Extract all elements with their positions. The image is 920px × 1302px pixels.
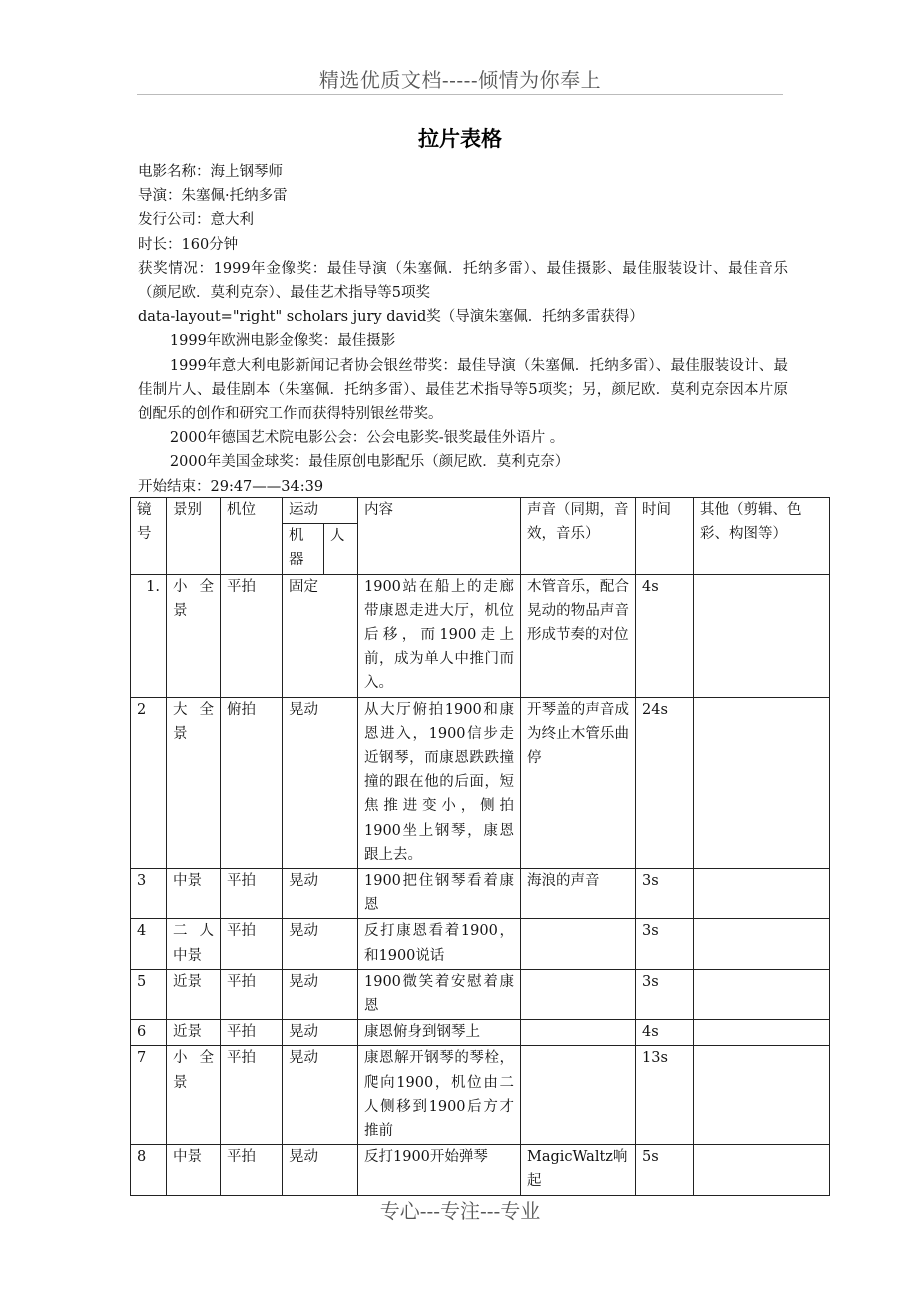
cell-sound (521, 1020, 636, 1046)
awards-line-1: 获奖情况：1999年金像奖：最佳导演（朱塞佩．托纳多雷）、最佳摄影、最佳服装设计、最佳音乐（颜尼欧．莫利克奈）、最佳艺术指导等5项奖 (138, 260, 788, 302)
cell-shot: 8 (131, 1145, 167, 1195)
cell-movement: 晃动 (283, 697, 358, 868)
header-shot: 镜号 (131, 498, 167, 575)
header-movement: 运动 (283, 498, 358, 524)
cell-shot: 1. (131, 574, 167, 697)
cell-scale: 大全景 (167, 697, 221, 868)
cell-shot: 6 (131, 1020, 167, 1046)
awards-line-5: 2000年德国艺术院电影公会：公会电影奖-银奖最佳外语片 。 (169, 430, 565, 447)
cell-scale: 小全景 (167, 574, 221, 697)
duration: 时长：160分钟 (138, 236, 239, 253)
cell-content: 反打康恩看着1900，和1900说话 (358, 919, 521, 969)
cell-sound (521, 919, 636, 969)
shot-breakdown-table (130, 497, 830, 1196)
table-row (131, 697, 830, 868)
cell-angle: 平拍 (221, 869, 283, 919)
table-row (131, 1145, 830, 1195)
cell-scale: 近景 (167, 1020, 221, 1046)
cell-content: 1900微笑着安慰着康恩 (358, 969, 521, 1019)
cell-scale: 中景 (167, 869, 221, 919)
page-header: 精选优质文档-----倾情为你奉上 (318, 68, 602, 92)
table-row (131, 574, 830, 697)
cell-movement: 晃动 (283, 1145, 358, 1195)
cell-movement: 固定 (283, 574, 358, 697)
cell-time: 3s (636, 919, 694, 969)
cell-scale: 小全景 (167, 1046, 221, 1145)
cell-shot: 2 (131, 697, 167, 868)
cell-angle: 平拍 (221, 969, 283, 1019)
awards-line-3: 1999年欧洲电影金像奖：最佳摄影 (169, 333, 396, 350)
cell-sound: MagicWaltz响起 (521, 1145, 636, 1195)
header-time: 时间 (636, 498, 694, 575)
cell-time: 3s (636, 869, 694, 919)
cell-sound (521, 1046, 636, 1145)
table-row (131, 1046, 830, 1145)
cell-shot: 5 (131, 969, 167, 1019)
movie-name: 电影名称：海上钢琴师 (138, 164, 283, 180)
awards-line-2: data-layout="right" scholars jury david奖（导演朱塞佩．托纳多雷获得） (138, 309, 644, 326)
cell-other (694, 697, 830, 868)
cell-other (694, 1046, 830, 1145)
header-angle: 机位 (221, 498, 283, 575)
cell-movement: 晃动 (283, 1046, 358, 1145)
cell-scale: 二人中景 (167, 919, 221, 969)
cell-angle: 平拍 (221, 1145, 283, 1195)
cell-angle: 平拍 (221, 1020, 283, 1046)
cell-time: 13s (636, 1046, 694, 1145)
header-sound: 声音（同期，音效，音乐） (521, 498, 636, 575)
cell-scale: 中景 (167, 1145, 221, 1195)
cell-time: 5s (636, 1145, 694, 1195)
table-row (131, 969, 830, 1019)
cell-angle: 平拍 (221, 1046, 283, 1145)
cell-angle: 俯拍 (221, 697, 283, 868)
cell-shot: 4 (131, 919, 167, 969)
cell-other (694, 574, 830, 697)
page-footer: 专心---专注---专业 (379, 1199, 541, 1223)
cell-movement: 晃动 (283, 869, 358, 919)
director: 导演：朱塞佩·托纳多雷 (138, 188, 288, 205)
cell-movement: 晃动 (283, 969, 358, 1019)
cell-time: 3s (636, 969, 694, 1019)
header-camera: 机器 (283, 524, 324, 574)
cell-time: 4s (636, 574, 694, 697)
cell-sound: 木管音乐，配合晃动的物品声音形成节奏的对位 (521, 574, 636, 697)
cell-angle: 平拍 (221, 919, 283, 969)
header-divider (137, 94, 783, 95)
cell-time: 24s (636, 697, 694, 868)
cell-content: 1900把住钢琴看着康恩 (358, 869, 521, 919)
time-range: 开始结束：29:47——34:39 (138, 478, 324, 495)
table-row (131, 919, 830, 969)
cell-other (694, 869, 830, 919)
cell-other (694, 969, 830, 1019)
header-other: 其他（剪辑、色彩、构图等） (694, 498, 830, 575)
header-person: 人 (324, 524, 358, 574)
cell-other (694, 1020, 830, 1046)
cell-content: 康恩解开钢琴的琴栓，爬向1900，机位由二人侧移到1900后方才推前 (358, 1046, 521, 1145)
cell-shot: 7 (131, 1046, 167, 1145)
header-content: 内容 (358, 498, 521, 575)
document-title: 拉片表格 (418, 126, 502, 151)
cell-shot: 3 (131, 869, 167, 919)
cell-content: 1900站在船上的走廊带康恩走进大厅，机位后移，而1900走上前，成为单人中推门而入。 (358, 574, 521, 697)
cell-other (694, 919, 830, 969)
awards-line-4: 1999年意大利电影新闻记者协会银丝带奖：最佳导演（朱塞佩．托纳多雷）、最佳服装设计、最佳制片人、最佳剧本（朱塞佩．托纳多雷）、最佳艺术指导等5项奖；另，颜尼欧．莫利克奈因本片原创配乐的创作和研究工作而获得特别银丝带奖。 (138, 357, 788, 423)
table-row (131, 869, 830, 919)
header-scale: 景别 (167, 498, 221, 575)
cell-content: 从大厅俯拍1900和康恩进入，1900信步走近钢琴，而康恩跌跌撞撞的跟在他的后面，短焦推进变小，侧拍1900坐上钢琴，康恩跟上去。 (358, 697, 521, 868)
distributor: 发行公司：意大利 (138, 212, 254, 229)
table-header-row (131, 498, 830, 524)
cell-sound: 开琴盖的声音成为终止木管乐曲停 (521, 697, 636, 868)
cell-other (694, 1145, 830, 1195)
cell-movement: 晃动 (283, 919, 358, 969)
cell-sound: 海浪的声音 (521, 869, 636, 919)
awards-line-6: 2000年美国金球奖：最佳原创电影配乐（颜尼欧．莫利克奈） (169, 454, 570, 471)
cell-content: 康恩俯身到钢琴上 (358, 1020, 521, 1046)
cell-angle: 平拍 (221, 574, 283, 697)
cell-scale: 近景 (167, 969, 221, 1019)
cell-content: 反打1900开始弹琴 (358, 1145, 521, 1195)
cell-movement: 晃动 (283, 1020, 358, 1046)
cell-sound (521, 969, 636, 1019)
cell-time: 4s (636, 1020, 694, 1046)
table-row (131, 1020, 830, 1046)
film-info (138, 160, 788, 499)
